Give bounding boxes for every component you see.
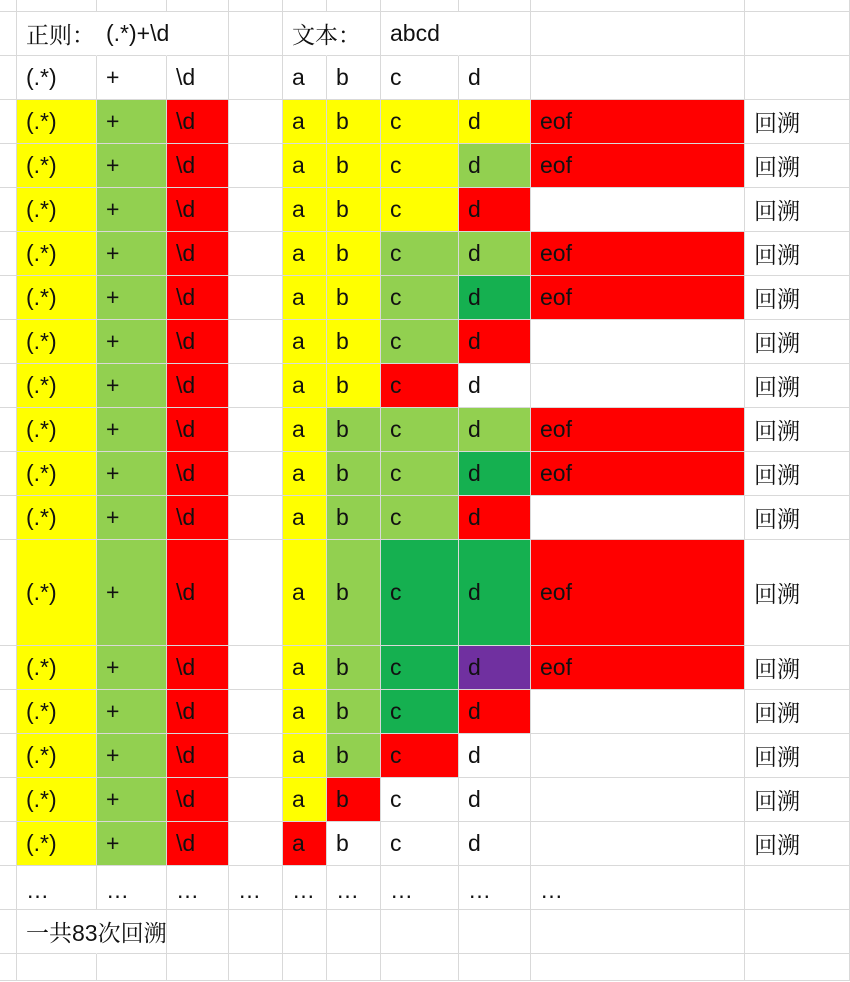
empty-cell[interactable] — [745, 56, 850, 100]
empty-cell[interactable] — [531, 496, 745, 540]
step-pattern-cell[interactable]: + — [97, 320, 167, 364]
step-text-cell[interactable]: d — [459, 778, 531, 822]
step-text-cell[interactable]: b — [327, 540, 381, 646]
step-pattern-cell[interactable]: + — [97, 452, 167, 496]
empty-cell[interactable] — [97, 0, 167, 12]
ellipsis-cell[interactable]: … — [381, 866, 459, 910]
step-text-cell[interactable]: a — [283, 822, 327, 866]
empty-cell[interactable] — [531, 364, 745, 408]
empty-cell[interactable] — [745, 12, 850, 56]
step-text-cell[interactable]: c — [381, 690, 459, 734]
step-status-cell[interactable]: 回溯 — [745, 540, 850, 646]
empty-cell[interactable] — [229, 646, 283, 690]
step-pattern-cell[interactable]: (.*) — [17, 690, 97, 734]
empty-cell[interactable] — [0, 232, 17, 276]
step-pattern-cell[interactable]: (.*) — [17, 364, 97, 408]
step-text-cell[interactable]: d — [459, 364, 531, 408]
empty-cell[interactable] — [0, 866, 17, 910]
step-pattern-cell[interactable]: + — [97, 496, 167, 540]
empty-cell[interactable] — [0, 12, 17, 56]
step-text-cell[interactable]: c — [381, 320, 459, 364]
step-text-cell[interactable]: d — [459, 646, 531, 690]
empty-cell[interactable] — [531, 0, 745, 12]
empty-cell[interactable] — [17, 0, 97, 12]
step-text-cell[interactable]: a — [283, 188, 327, 232]
step-pattern-cell[interactable]: (.*) — [17, 540, 97, 646]
step-pattern-cell[interactable]: \d — [167, 144, 229, 188]
step-pattern-cell[interactable]: (.*) — [17, 734, 97, 778]
step-status-cell[interactable]: 回溯 — [745, 822, 850, 866]
step-pattern-cell[interactable]: + — [97, 734, 167, 778]
empty-cell[interactable] — [97, 954, 167, 981]
ellipsis-cell[interactable]: … — [17, 866, 97, 910]
step-status-cell[interactable]: 回溯 — [745, 646, 850, 690]
empty-cell[interactable] — [531, 954, 745, 981]
step-text-cell[interactable]: d — [459, 188, 531, 232]
step-text-cell[interactable]: a — [283, 646, 327, 690]
step-text-cell[interactable]: c — [381, 734, 459, 778]
empty-cell[interactable] — [531, 822, 745, 866]
empty-cell[interactable] — [167, 0, 229, 12]
ellipsis-cell[interactable]: … — [283, 866, 327, 910]
step-pattern-cell[interactable]: + — [97, 232, 167, 276]
step-text-cell[interactable]: a — [283, 276, 327, 320]
empty-cell[interactable] — [327, 910, 381, 954]
step-text-cell[interactable]: c — [381, 100, 459, 144]
step-text-cell[interactable]: d — [459, 276, 531, 320]
step-text-cell[interactable]: c — [381, 540, 459, 646]
step-pattern-cell[interactable]: (.*) — [17, 320, 97, 364]
empty-cell[interactable] — [229, 778, 283, 822]
ellipsis-cell[interactable]: … — [167, 866, 229, 910]
step-text-cell[interactable]: d — [459, 320, 531, 364]
empty-cell[interactable] — [0, 690, 17, 734]
step-text-cell[interactable]: d — [459, 540, 531, 646]
step-pattern-cell[interactable]: (.*) — [17, 232, 97, 276]
step-pattern-cell[interactable]: + — [97, 646, 167, 690]
step-pattern-cell[interactable]: + — [97, 188, 167, 232]
step-text-cell[interactable]: a — [283, 408, 327, 452]
step-pattern-cell[interactable]: + — [97, 408, 167, 452]
step-pattern-cell[interactable]: \d — [167, 734, 229, 778]
empty-cell[interactable] — [17, 954, 97, 981]
step-pattern-cell[interactable]: \d — [167, 822, 229, 866]
text-token-cell[interactable]: d — [459, 56, 531, 100]
empty-cell[interactable] — [0, 778, 17, 822]
empty-cell[interactable] — [459, 954, 531, 981]
ellipsis-cell[interactable]: … — [97, 866, 167, 910]
step-text-cell[interactable]: c — [381, 646, 459, 690]
empty-cell[interactable] — [0, 0, 17, 12]
step-text-cell[interactable]: b — [327, 452, 381, 496]
step-text-cell[interactable]: a — [283, 100, 327, 144]
pattern-token-cell[interactable]: \d — [167, 56, 229, 100]
step-pattern-cell[interactable]: (.*) — [17, 778, 97, 822]
empty-cell[interactable] — [0, 144, 17, 188]
step-status-cell[interactable]: 回溯 — [745, 276, 850, 320]
step-text-cell[interactable]: a — [283, 734, 327, 778]
empty-cell[interactable] — [229, 734, 283, 778]
step-text-cell[interactable]: c — [381, 822, 459, 866]
empty-cell[interactable] — [229, 12, 283, 56]
step-text-cell[interactable]: c — [381, 144, 459, 188]
empty-cell[interactable] — [229, 232, 283, 276]
empty-cell[interactable] — [229, 690, 283, 734]
step-status-cell[interactable]: 回溯 — [745, 496, 850, 540]
step-pattern-cell[interactable]: \d — [167, 496, 229, 540]
pattern-token-cell[interactable]: + — [97, 56, 167, 100]
empty-cell[interactable] — [459, 12, 531, 56]
empty-cell[interactable] — [0, 100, 17, 144]
step-status-cell[interactable]: 回溯 — [745, 364, 850, 408]
empty-cell[interactable] — [229, 0, 283, 12]
pattern-token-cell[interactable]: (.*) — [17, 56, 97, 100]
empty-cell[interactable] — [327, 0, 381, 12]
step-pattern-cell[interactable]: \d — [167, 452, 229, 496]
empty-cell[interactable] — [0, 188, 17, 232]
empty-cell[interactable] — [0, 56, 17, 100]
ellipsis-cell[interactable]: … — [229, 866, 283, 910]
empty-cell[interactable] — [229, 910, 283, 954]
step-status-cell[interactable]: 回溯 — [745, 320, 850, 364]
empty-cell[interactable] — [531, 12, 745, 56]
step-status-cell[interactable]: 回溯 — [745, 408, 850, 452]
empty-cell[interactable] — [0, 452, 17, 496]
step-text-cell[interactable]: d — [459, 452, 531, 496]
step-pattern-cell[interactable]: (.*) — [17, 646, 97, 690]
step-text-cell[interactable]: b — [327, 188, 381, 232]
empty-cell[interactable] — [0, 276, 17, 320]
step-text-cell[interactable]: d — [459, 734, 531, 778]
empty-cell[interactable] — [745, 954, 850, 981]
step-text-cell[interactable]: b — [327, 144, 381, 188]
text-label-cell[interactable]: 文本： — [283, 12, 327, 56]
step-eof-cell[interactable]: eof — [531, 408, 745, 452]
step-eof-cell[interactable]: eof — [531, 144, 745, 188]
step-text-cell[interactable]: c — [381, 276, 459, 320]
step-pattern-cell[interactable]: \d — [167, 778, 229, 822]
step-status-cell[interactable]: 回溯 — [745, 144, 850, 188]
empty-cell[interactable] — [283, 954, 327, 981]
step-text-cell[interactable]: c — [381, 496, 459, 540]
empty-cell[interactable] — [229, 276, 283, 320]
step-eof-cell[interactable]: eof — [531, 100, 745, 144]
step-pattern-cell[interactable]: \d — [167, 690, 229, 734]
step-text-cell[interactable]: b — [327, 232, 381, 276]
step-pattern-cell[interactable]: + — [97, 144, 167, 188]
step-text-cell[interactable]: a — [283, 232, 327, 276]
empty-cell[interactable] — [0, 910, 17, 954]
step-text-cell[interactable]: d — [459, 232, 531, 276]
step-pattern-cell[interactable]: \d — [167, 646, 229, 690]
step-pattern-cell[interactable]: (.*) — [17, 496, 97, 540]
empty-cell[interactable] — [283, 910, 327, 954]
step-pattern-cell[interactable]: \d — [167, 408, 229, 452]
regex-value-cell[interactable]: (.*)+\d — [97, 12, 167, 56]
empty-cell[interactable] — [0, 822, 17, 866]
step-text-cell[interactable]: d — [459, 408, 531, 452]
step-pattern-cell[interactable]: \d — [167, 540, 229, 646]
step-pattern-cell[interactable]: + — [97, 276, 167, 320]
step-eof-cell[interactable]: eof — [531, 646, 745, 690]
empty-cell[interactable] — [531, 734, 745, 778]
empty-cell[interactable] — [459, 910, 531, 954]
empty-cell[interactable] — [167, 954, 229, 981]
step-text-cell[interactable]: a — [283, 496, 327, 540]
step-text-cell[interactable]: b — [327, 364, 381, 408]
empty-cell[interactable] — [0, 320, 17, 364]
step-text-cell[interactable]: a — [283, 690, 327, 734]
step-text-cell[interactable]: c — [381, 188, 459, 232]
step-pattern-cell[interactable]: + — [97, 364, 167, 408]
step-text-cell[interactable]: b — [327, 320, 381, 364]
step-pattern-cell[interactable]: + — [97, 540, 167, 646]
empty-cell[interactable] — [0, 540, 17, 646]
step-text-cell[interactable]: a — [283, 144, 327, 188]
regex-label-cell[interactable]: 正则： — [17, 12, 97, 56]
step-text-cell[interactable]: b — [327, 276, 381, 320]
empty-cell[interactable] — [229, 56, 283, 100]
empty-cell[interactable] — [229, 954, 283, 981]
step-pattern-cell[interactable]: (.*) — [17, 822, 97, 866]
step-pattern-cell[interactable]: \d — [167, 188, 229, 232]
step-pattern-cell[interactable]: + — [97, 100, 167, 144]
step-text-cell[interactable]: a — [283, 364, 327, 408]
step-text-cell[interactable]: a — [283, 320, 327, 364]
step-text-cell[interactable]: d — [459, 690, 531, 734]
step-status-cell[interactable]: 回溯 — [745, 734, 850, 778]
step-pattern-cell[interactable]: (.*) — [17, 100, 97, 144]
text-token-cell[interactable]: c — [381, 56, 459, 100]
empty-cell[interactable] — [531, 778, 745, 822]
empty-cell[interactable] — [229, 822, 283, 866]
empty-cell[interactable] — [745, 0, 850, 12]
empty-cell[interactable] — [0, 954, 17, 981]
step-text-cell[interactable]: b — [327, 778, 381, 822]
step-status-cell[interactable]: 回溯 — [745, 100, 850, 144]
ellipsis-cell[interactable]: … — [327, 866, 381, 910]
step-text-cell[interactable]: c — [381, 232, 459, 276]
text-value-cell[interactable]: abcd — [381, 12, 459, 56]
step-text-cell[interactable]: a — [283, 452, 327, 496]
step-status-cell[interactable]: 回溯 — [745, 188, 850, 232]
empty-cell[interactable] — [229, 364, 283, 408]
empty-cell[interactable] — [745, 866, 850, 910]
step-pattern-cell[interactable]: (.*) — [17, 452, 97, 496]
empty-cell[interactable] — [0, 734, 17, 778]
empty-cell[interactable] — [0, 364, 17, 408]
step-pattern-cell[interactable]: (.*) — [17, 188, 97, 232]
step-pattern-cell[interactable]: + — [97, 822, 167, 866]
step-status-cell[interactable]: 回溯 — [745, 452, 850, 496]
step-pattern-cell[interactable]: \d — [167, 320, 229, 364]
empty-cell[interactable] — [0, 496, 17, 540]
empty-cell[interactable] — [381, 954, 459, 981]
step-text-cell[interactable]: c — [381, 408, 459, 452]
step-text-cell[interactable]: d — [459, 496, 531, 540]
empty-cell[interactable] — [167, 12, 229, 56]
step-text-cell[interactable]: b — [327, 822, 381, 866]
step-eof-cell[interactable]: eof — [531, 276, 745, 320]
step-pattern-cell[interactable]: + — [97, 778, 167, 822]
empty-cell[interactable] — [229, 452, 283, 496]
step-text-cell[interactable]: b — [327, 408, 381, 452]
step-text-cell[interactable]: b — [327, 690, 381, 734]
empty-cell[interactable] — [229, 496, 283, 540]
empty-cell[interactable] — [229, 100, 283, 144]
step-status-cell[interactable]: 回溯 — [745, 690, 850, 734]
empty-cell[interactable] — [531, 690, 745, 734]
step-text-cell[interactable]: a — [283, 540, 327, 646]
step-eof-cell[interactable]: eof — [531, 540, 745, 646]
empty-cell[interactable] — [531, 910, 745, 954]
step-text-cell[interactable]: b — [327, 646, 381, 690]
step-text-cell[interactable]: c — [381, 452, 459, 496]
step-status-cell[interactable]: 回溯 — [745, 232, 850, 276]
step-text-cell[interactable]: d — [459, 100, 531, 144]
empty-cell[interactable] — [327, 954, 381, 981]
step-text-cell[interactable]: a — [283, 778, 327, 822]
empty-cell[interactable] — [381, 910, 459, 954]
text-token-cell[interactable]: a — [283, 56, 327, 100]
step-text-cell[interactable]: b — [327, 734, 381, 778]
step-text-cell[interactable]: b — [327, 496, 381, 540]
empty-cell[interactable] — [459, 0, 531, 12]
text-token-cell[interactable]: b — [327, 56, 381, 100]
ellipsis-cell[interactable]: … — [459, 866, 531, 910]
step-eof-cell[interactable]: eof — [531, 232, 745, 276]
empty-cell[interactable] — [381, 0, 459, 12]
step-pattern-cell[interactable]: \d — [167, 364, 229, 408]
empty-cell[interactable] — [229, 540, 283, 646]
step-text-cell[interactable]: d — [459, 144, 531, 188]
empty-cell[interactable] — [0, 408, 17, 452]
step-eof-cell[interactable]: eof — [531, 452, 745, 496]
empty-cell[interactable] — [167, 910, 229, 954]
summary-cell[interactable]: 一共83次回溯 — [17, 910, 97, 954]
empty-cell[interactable] — [229, 144, 283, 188]
step-pattern-cell[interactable]: \d — [167, 232, 229, 276]
step-text-cell[interactable]: c — [381, 778, 459, 822]
empty-cell[interactable] — [531, 320, 745, 364]
step-status-cell[interactable]: 回溯 — [745, 778, 850, 822]
empty-cell[interactable] — [229, 320, 283, 364]
step-pattern-cell[interactable]: (.*) — [17, 144, 97, 188]
step-pattern-cell[interactable]: \d — [167, 276, 229, 320]
empty-cell[interactable] — [229, 408, 283, 452]
empty-cell[interactable] — [283, 0, 327, 12]
step-text-cell[interactable]: d — [459, 822, 531, 866]
empty-cell[interactable] — [531, 56, 745, 100]
empty-cell[interactable] — [229, 188, 283, 232]
empty-cell[interactable] — [531, 188, 745, 232]
empty-cell[interactable] — [745, 910, 850, 954]
step-pattern-cell[interactable]: (.*) — [17, 276, 97, 320]
step-pattern-cell[interactable]: + — [97, 690, 167, 734]
step-pattern-cell[interactable]: \d — [167, 100, 229, 144]
step-text-cell[interactable]: c — [381, 364, 459, 408]
step-text-cell[interactable]: b — [327, 100, 381, 144]
step-pattern-cell[interactable]: (.*) — [17, 408, 97, 452]
ellipsis-cell[interactable]: … — [531, 866, 745, 910]
empty-cell[interactable] — [0, 646, 17, 690]
